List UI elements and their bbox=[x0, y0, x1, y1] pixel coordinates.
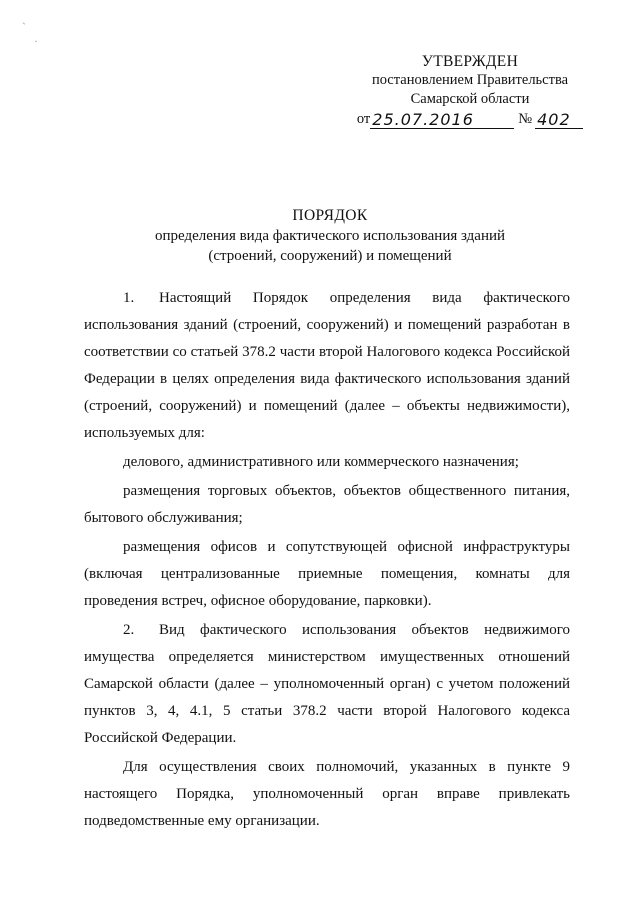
paragraph-text: размещения торговых объектов, объектов общественного питания, бытового обслуживания; bbox=[84, 483, 570, 526]
scan-mark: ` bbox=[22, 20, 26, 34]
handwritten-date: 25.07.2016 bbox=[370, 111, 492, 129]
number-prefix: № bbox=[518, 111, 533, 127]
document-subtitle-line-1: определения вида фактического использования зданий bbox=[154, 228, 506, 244]
paragraph-sub-3 bbox=[84, 534, 570, 615]
paragraph-sub-2 bbox=[84, 478, 570, 532]
date-prefix: от bbox=[356, 111, 371, 127]
paragraph-item-1 bbox=[84, 285, 570, 447]
date-underline-fill bbox=[492, 111, 514, 129]
paragraph-text: размещения офисов и сопутствующей офисной инфраструктуры (включая централизованные приемные помещения, комнаты для проведения встреч, офисное оборудование, парковки). bbox=[84, 539, 570, 609]
document-body bbox=[84, 285, 570, 837]
paragraph-sub-4 bbox=[84, 754, 570, 835]
paragraph-text: Вид фактического использования объектов недвижимого имущества определяется министерством имущественных отношений Самарской области (далее – уполномоченный орган) с учетом положений пунктов 3, 4, 4.1, 5 статьи 378.2 части второй Налогового кодекса Российской Федерации. bbox=[84, 622, 570, 746]
approval-stamp bbox=[352, 52, 588, 129]
scan-mark: · bbox=[34, 34, 38, 48]
approval-line-2: Самарской области bbox=[410, 91, 530, 107]
document-heading bbox=[60, 206, 600, 266]
paragraph-text: делового, административного или коммерческого назначения; bbox=[123, 454, 519, 470]
handwritten-number: 402 bbox=[535, 111, 583, 129]
approval-line-1: постановлением Правительства bbox=[371, 72, 569, 88]
approval-dateline bbox=[352, 110, 588, 129]
document-title: ПОРЯДОК bbox=[292, 207, 368, 224]
item-number: 1. bbox=[123, 290, 135, 306]
document-subtitle-line-2: (строений, сооружений) и помещений bbox=[208, 248, 452, 264]
paragraph-text: Для осуществления своих полномочий, указанных в пункте 9 настоящего Порядка, уполномоченный орган вправе привлекать подведомственные ему организации. bbox=[84, 759, 570, 829]
approval-title: УТВЕРЖДЕН bbox=[421, 53, 519, 70]
paragraph-sub-1 bbox=[84, 449, 570, 476]
item-number: 2. bbox=[123, 622, 135, 638]
paragraph-text: Настоящий Порядок определения вида фактического использования зданий (строений, сооружений) и помещений разработан в соответствии со статьей 378.2 части второй Налогового кодекса Российской Федерации в целях определения вида фактического использования зданий (строений, сооружений) и помещений (далее – объекты недвижимости), используемых для: bbox=[84, 290, 570, 441]
paragraph-item-2 bbox=[84, 617, 570, 752]
